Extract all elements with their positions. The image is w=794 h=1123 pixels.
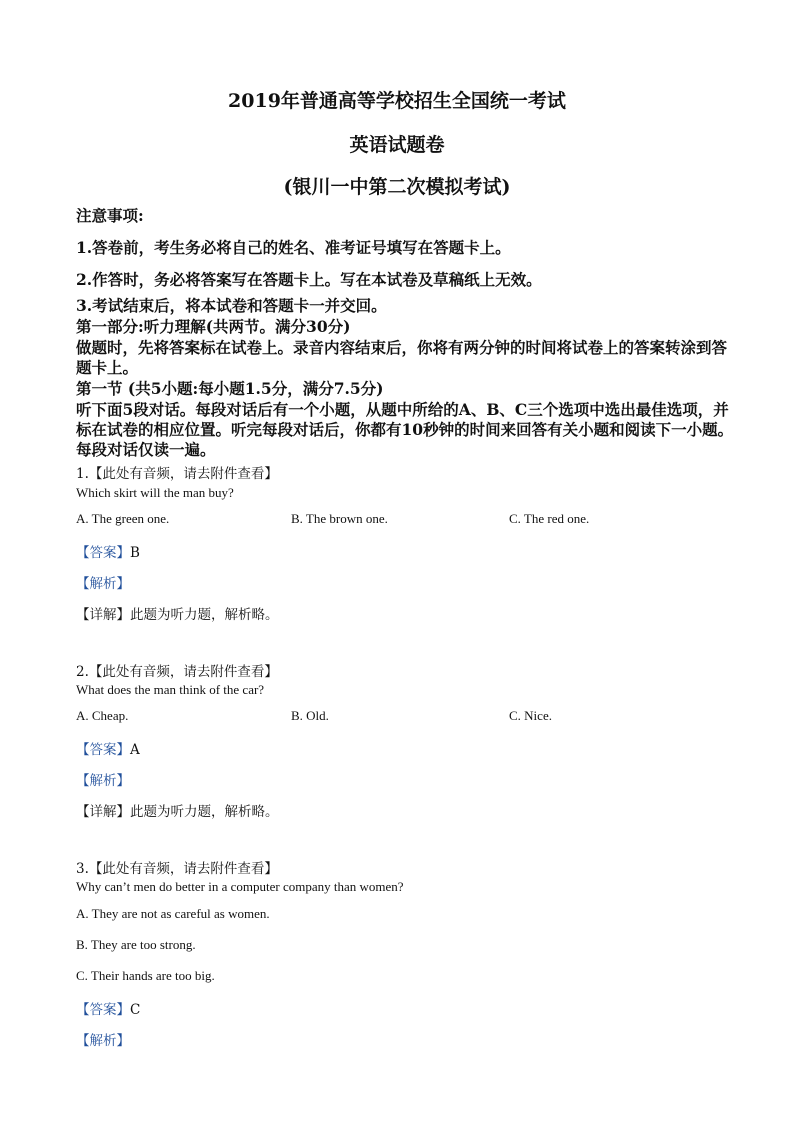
answer-value: C	[130, 1002, 141, 1018]
section-one-heading: 第一节 (共5小题:每小题1.5分，满分7.5分)	[76, 379, 384, 398]
section-one-instructions: 听下面5段对话。每段对话后有一个小题，从题中所给的A、B、C三个选项中选出最佳选项，并标在试卷的相应位置。听完每段对话后，你都有10秒钟的时间来回答有关小题和阅读下一小题。每段对话仅读一遍。	[76, 400, 734, 459]
question-1-option-c: C. The red one.	[509, 511, 590, 526]
answer-value: B	[130, 545, 140, 561]
answer-tag: 【答案】	[76, 742, 130, 758]
question-1-answer	[76, 541, 140, 561]
part-one-heading: 第一部分:听力理解(共两节。满分30分)	[76, 317, 351, 336]
exam-subtitle: (银川一中第二次模拟考试)	[283, 176, 511, 198]
detail-tag: 【详解】	[76, 804, 130, 820]
exam-subject: 英语试题卷	[349, 134, 445, 156]
notice-item-2: 2.作答时，务必将答案写在答题卡上。写在本试卷及草稿纸上无效。	[76, 270, 542, 289]
question-2-analysis	[76, 769, 130, 789]
question-2-detail	[76, 800, 279, 820]
question-3-audio-note: 3.【此处有音频，请去附件查看】	[76, 861, 278, 877]
question-3-option-a: A. They are not as careful as women.	[76, 906, 270, 921]
question-3-analysis	[76, 1029, 130, 1049]
notice-heading: 注意事项:	[76, 206, 144, 225]
detail-text: 此题为听力题，解析略。	[130, 607, 279, 623]
notice-item-1: 1.答卷前，考生务必将自己的姓名、准考证号填写在答题卡上。	[76, 238, 511, 257]
question-3-option-c: C. Their hands are too big.	[76, 968, 215, 983]
detail-text: 此题为听力题，解析略。	[130, 804, 279, 820]
question-2-audio-note: 2.【此处有音频，请去附件查看】	[76, 664, 278, 680]
detail-tag: 【详解】	[76, 607, 130, 623]
question-2-option-a: A. Cheap.	[76, 708, 129, 723]
answer-tag: 【答案】	[76, 545, 130, 561]
analysis-tag: 【解析】	[76, 576, 130, 592]
question-2-option-c: C. Nice.	[509, 708, 552, 723]
question-2-option-b: B. Old.	[291, 708, 329, 723]
notice-item-3: 3.考试结束后，将本试卷和答题卡一并交回。	[76, 296, 387, 315]
question-3-answer	[76, 998, 140, 1018]
answer-value: A	[130, 742, 140, 758]
question-1-text: Which skirt will the man buy?	[76, 485, 234, 500]
analysis-tag: 【解析】	[76, 773, 130, 789]
question-3-option-b: B. They are too strong.	[76, 937, 196, 952]
question-2-text: What does the man think of the car?	[76, 682, 265, 697]
question-1-option-b: B. The brown one.	[291, 511, 388, 526]
answer-tag: 【答案】	[76, 1002, 130, 1018]
question-3-text: Why can’t men do better in a computer company than women?	[76, 879, 404, 894]
question-1-analysis	[76, 572, 130, 592]
question-1-detail	[76, 603, 279, 623]
question-1-option-a: A. The green one.	[76, 511, 170, 526]
part-one-instructions: 做题时，先将答案标在试卷上。录音内容结束后，你将有两分钟的时间将试卷上的答案转涂到答题卡上。	[76, 338, 728, 377]
question-1-audio-note: 1.【此处有音频，请去附件查看】	[76, 466, 278, 482]
analysis-tag: 【解析】	[76, 1033, 130, 1049]
exam-title: 2019年普通高等学校招生全国统一考试	[228, 90, 566, 112]
question-2-answer	[76, 738, 140, 758]
